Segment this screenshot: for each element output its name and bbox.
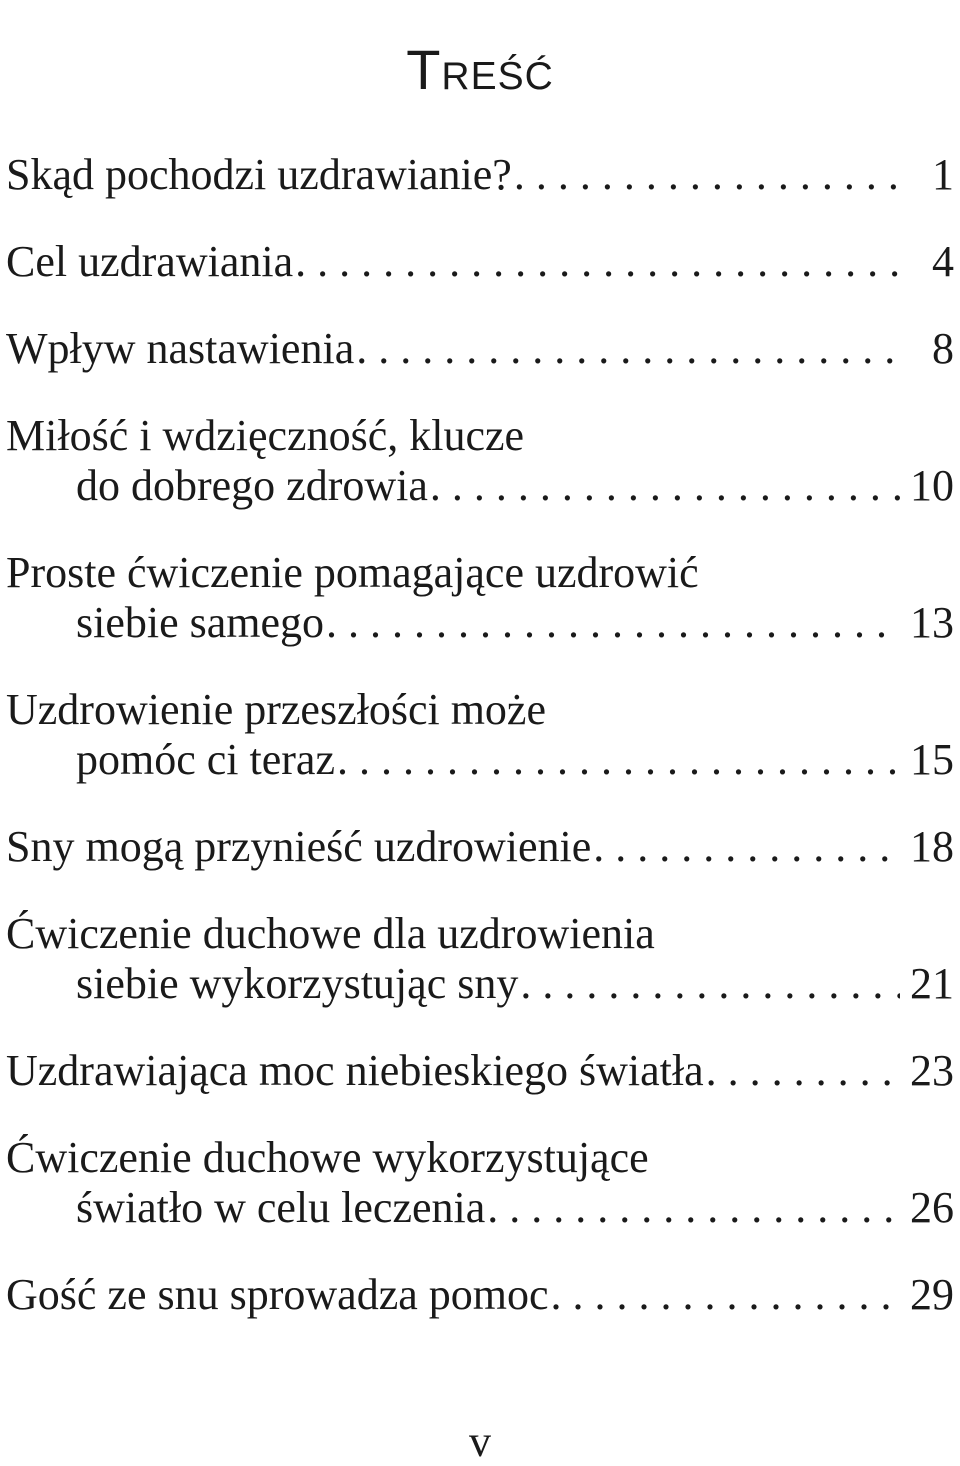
- dot-leader: [706, 1046, 900, 1096]
- toc-entry-title-line-2: siebie wykorzystując sny: [76, 959, 519, 1008]
- toc-entry-row: [6, 324, 954, 374]
- toc-entry[interactable]: [6, 685, 954, 785]
- toc-entry-page: 1: [932, 150, 954, 199]
- dot-leader: [487, 1183, 900, 1233]
- toc-entry-title: Gość ze snu sprowadza pomoc: [6, 1270, 549, 1319]
- toc-entry-title-line-2: siebie samego: [76, 598, 325, 647]
- toc-entry-title: Cel uzdrawiania: [6, 237, 294, 286]
- toc-entry-title-line-2: światło w celu leczenia: [76, 1183, 486, 1232]
- toc-entry-row: [6, 1183, 954, 1233]
- dot-leader: [337, 735, 900, 785]
- toc-entry-page: 8: [932, 324, 954, 373]
- dot-leader: [593, 822, 900, 872]
- toc-entry-page: 21: [910, 959, 954, 1008]
- toc-entry-row: [6, 461, 954, 511]
- toc-entry-title-line-1: Ćwiczenie duchowe dla uzdrowienia: [6, 909, 655, 958]
- toc-entry-row: [6, 237, 954, 287]
- toc-entry-row: [6, 822, 954, 872]
- toc-entry[interactable]: [6, 150, 954, 200]
- toc-entry-title-line-1: Miłość i wdzięczność, klucze: [6, 411, 525, 460]
- toc-entry[interactable]: [6, 1270, 954, 1320]
- toc-entry-row: [6, 735, 954, 785]
- toc-entry[interactable]: [6, 909, 954, 1009]
- dot-leader: [430, 461, 900, 511]
- toc-entry-title-line-2: pomóc ci teraz: [76, 735, 335, 784]
- toc-entry-row: [6, 1270, 954, 1320]
- dot-leader: [551, 1270, 900, 1320]
- toc-entry[interactable]: [6, 324, 954, 374]
- toc-entry-title: Uzdrawiająca moc niebieskiego światła: [6, 1046, 704, 1095]
- toc-entry-page: 23: [910, 1046, 954, 1095]
- toc-entry-row: [6, 959, 954, 1009]
- toc-entry-page: 13: [910, 598, 954, 647]
- toc-entry[interactable]: [6, 411, 954, 511]
- toc-entry-page: 29: [910, 1270, 954, 1319]
- toc-entry-page: 10: [910, 461, 954, 510]
- dot-leader: [520, 959, 900, 1009]
- toc-entry[interactable]: [6, 822, 954, 872]
- dot-leader: [356, 324, 900, 374]
- toc-entry-row: [6, 150, 954, 200]
- toc-entry-row: [6, 1046, 954, 1096]
- footer-page-number: v: [469, 1417, 491, 1466]
- toc-entry-title-line-2: do dobrego zdrowia: [76, 461, 428, 510]
- toc-entry-page: 15: [910, 735, 954, 784]
- toc-entry-title-line-1: Uzdrowienie przeszłości może: [6, 685, 546, 734]
- toc-entry[interactable]: [6, 237, 954, 287]
- toc-entry-page: 18: [910, 822, 954, 871]
- toc-entry-title: Sny mogą przynieść uzdrowienie: [6, 822, 592, 871]
- toc-entry-title-line-1: Ćwiczenie duchowe wykorzystujące: [6, 1133, 649, 1182]
- dot-leader: [514, 150, 900, 200]
- toc-entry[interactable]: [6, 1046, 954, 1096]
- toc-entry-page: 4: [932, 237, 954, 286]
- toc-entry[interactable]: [6, 1133, 954, 1233]
- toc-entry-row: [6, 598, 954, 648]
- toc-entry-title-line-1: Proste ćwiczenie pomagające uzdrowić: [6, 548, 699, 597]
- toc-entry-title: Skąd pochodzi uzdrawianie?: [6, 150, 512, 199]
- toc-entry-title: Wpływ nastawienia: [6, 324, 355, 373]
- toc-entry-page: 26: [910, 1183, 954, 1232]
- dot-leader: [295, 237, 900, 287]
- dot-leader: [326, 598, 900, 648]
- table-of-contents: [6, 150, 954, 1357]
- page-title: Treść: [406, 37, 554, 101]
- toc-entry[interactable]: [6, 548, 954, 648]
